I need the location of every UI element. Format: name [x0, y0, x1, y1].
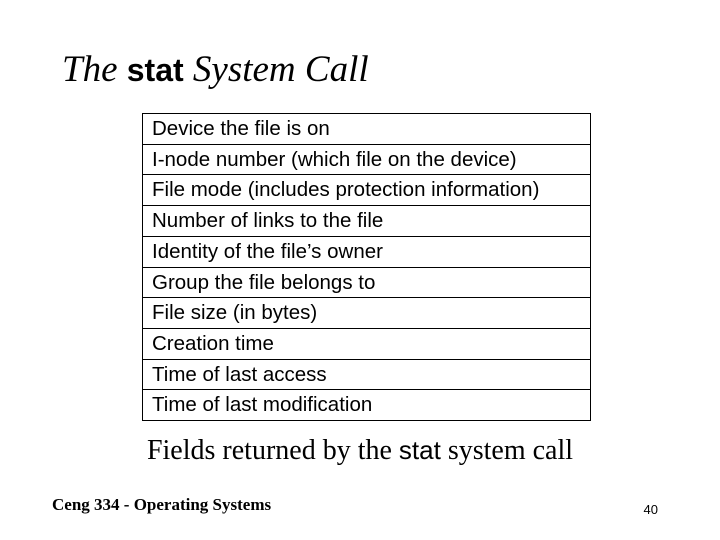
field-row: File mode (includes protection information): [143, 174, 590, 205]
title-suffix: System Call: [183, 49, 369, 90]
title-prefix: The: [62, 49, 127, 90]
field-row: Device the file is on: [152, 117, 330, 140]
caption-code-word: stat: [398, 435, 441, 465]
caption-suffix: system call: [440, 435, 574, 466]
field-row: I-node number (which file on the device): [143, 144, 590, 175]
caption-prefix: Fields returned by the: [146, 435, 399, 466]
field-row: Time of last access: [143, 359, 590, 390]
field-row: Creation time: [143, 328, 590, 359]
course-footer: Ceng 334 - Operating Systems: [52, 495, 272, 514]
page-number: 40: [643, 502, 658, 517]
field-row: File size (in bytes): [143, 297, 590, 328]
stat-fields-table: [142, 113, 591, 421]
table-caption: [0, 432, 720, 469]
slide-title: [62, 48, 369, 92]
field-row: Identity of the file’s owner: [143, 236, 590, 267]
field-row: Time of last modification: [143, 389, 590, 420]
field-row: Group the file belongs to: [143, 267, 590, 298]
title-code-word: stat: [126, 52, 184, 88]
field-row: Number of links to the file: [143, 205, 590, 236]
